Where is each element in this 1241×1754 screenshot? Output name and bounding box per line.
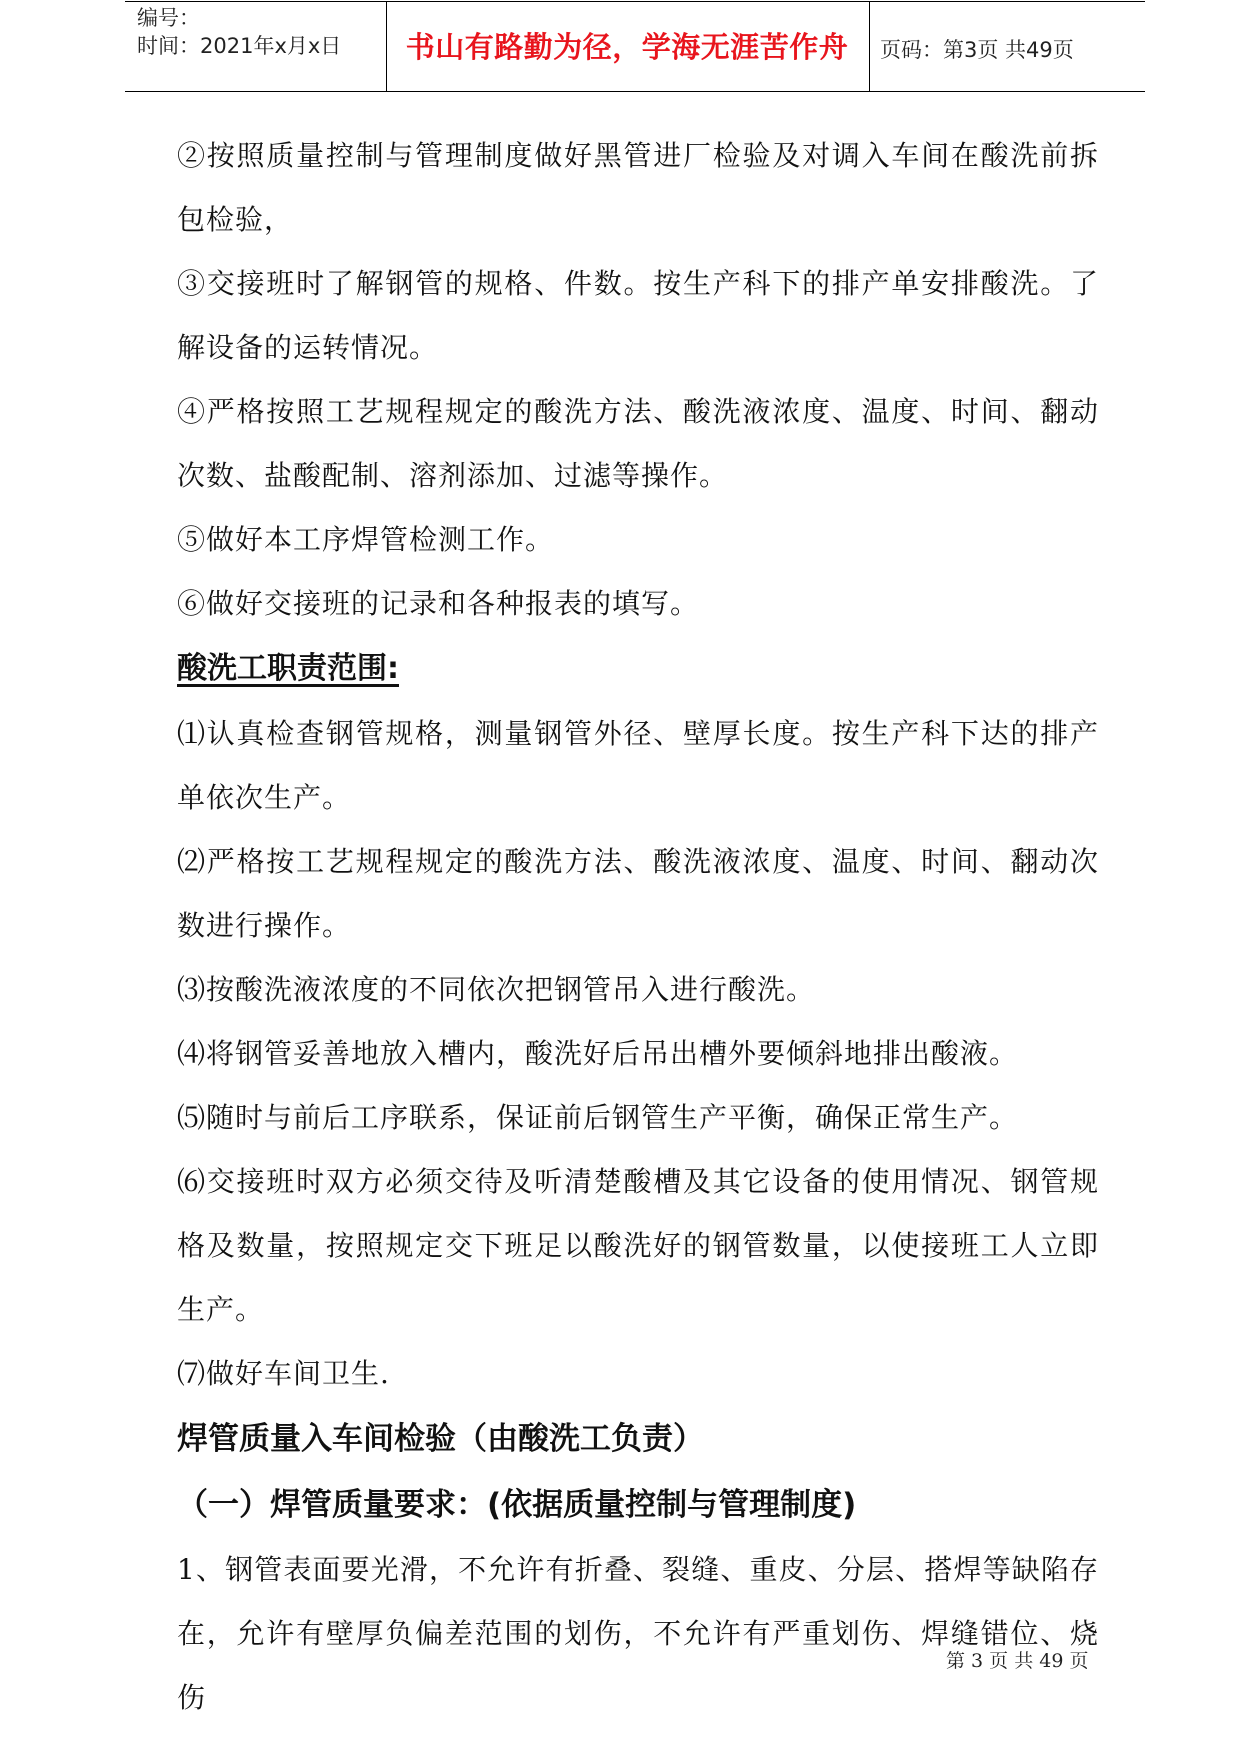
duty-item: ⑹交接班时双方必须交待及听清楚酸槽及其它设备的使用情况、钢管规格及数量，按照规定交下班足以酸洗好的钢管数量，以使接班工人立即生产。 bbox=[177, 1165, 1099, 1326]
duty-item: ⑴认真检查钢管规格，测量钢管外径、壁厚长度。按生产科下达的排产单依次生产。 bbox=[177, 717, 1099, 814]
sub-title: （一）焊管质量要求：(依据质量控制与管理制度) bbox=[177, 1487, 857, 1523]
inspection-title: 焊管质量入车间检验（由酸洗工负责） bbox=[177, 1421, 704, 1457]
list-item: ⑤做好本工序焊管检测工作。 bbox=[177, 523, 555, 556]
header-divider-right bbox=[869, 1, 870, 92]
duty-item: ⑷将钢管妥善地放入槽内，酸洗好后吊出槽外要倾斜地排出酸液。 bbox=[177, 1037, 1019, 1070]
header-bottom-rule bbox=[125, 91, 1145, 92]
header-meta bbox=[137, 4, 341, 60]
page-footer: 第 3 页 共 49 页 bbox=[946, 1650, 1089, 1672]
list-item: ②按照质量控制与管理制度做好黑管进厂检验及对调入车间在酸洗前拆包检验， bbox=[177, 139, 1099, 236]
requirement-item: 1、钢管表面要光滑，不允许有折叠、裂缝、重皮、分层、搭焊等缺陷存在，允许有壁厚负偏差范围的划伤，不允许有严重划伤、焊缝错位、烧伤 bbox=[177, 1553, 1099, 1714]
document-time-label: 时间：2021年x月x日 bbox=[137, 34, 342, 58]
header-motto: 书山有路勤为径，学海无涯苦作舟 bbox=[405, 30, 849, 64]
list-item: ④严格按照工艺规程规定的酸洗方法、酸洗液浓度、温度、时间、翻动次数、盐酸配制、溶剂添加、过滤等操作。 bbox=[177, 395, 1099, 492]
list-item: ③交接班时了解钢管的规格、件数。按生产科下的排产单安排酸洗。了解设备的运转情况。 bbox=[177, 267, 1099, 364]
document-number-label: 编号： bbox=[137, 6, 200, 30]
section-title: 酸洗工职责范围: bbox=[177, 651, 399, 686]
header-top-rule bbox=[125, 1, 1145, 2]
document-body bbox=[177, 124, 1099, 1730]
list-item: ⑥做好交接班的记录和各种报表的填写。 bbox=[177, 587, 700, 620]
duty-item: ⑶按酸洗液浓度的不同依次把钢管吊入进行酸洗。 bbox=[177, 973, 816, 1006]
duty-item: ⑵严格按工艺规程规定的酸洗方法、酸洗液浓度、温度、时间、翻动次数进行操作。 bbox=[177, 845, 1099, 942]
header-page-label: 页码：第3页 共49页 bbox=[880, 38, 1074, 62]
duty-item: ⑺做好车间卫生. bbox=[177, 1357, 390, 1390]
duty-item: ⑸随时与前后工序联系，保证前后钢管生产平衡，确保正常生产。 bbox=[177, 1101, 1019, 1134]
